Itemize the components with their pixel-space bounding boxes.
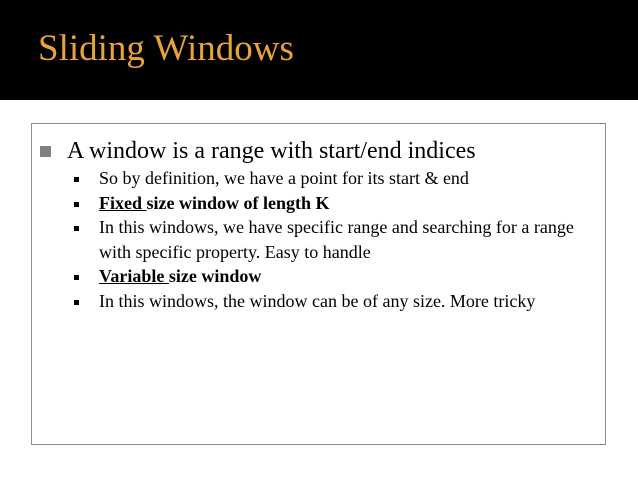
sub-bullet-item: [74, 264, 602, 289]
sub-bullet-text: In this windows, we have specific range and searching for a range with specific property. Easy to handle: [99, 217, 574, 262]
main-bullet-text: A window is a range with start/end indices: [67, 138, 476, 164]
sub-bullet-item: [74, 215, 602, 264]
square-bullet-icon: [74, 300, 79, 305]
square-bullet-icon: [74, 202, 79, 207]
sub-bullet-text: So by definition, we have a point for its start & end: [99, 168, 469, 188]
sub-bullet-text: size window: [168, 266, 262, 286]
square-bullet-icon: [74, 226, 79, 231]
sub-bullet-underlined-text: Fixed: [99, 192, 147, 213]
sub-bullet-item: [74, 166, 602, 191]
title-bar: [0, 0, 638, 100]
sub-bullet-text: size window of length K: [146, 192, 330, 213]
sub-bullet-item: [74, 289, 602, 314]
square-bullet-icon: [74, 177, 79, 182]
slide-title: Sliding Windows: [38, 28, 294, 69]
square-bullet-icon: [40, 146, 51, 157]
sub-bullet-underlined-text: Variable: [99, 266, 169, 286]
sub-bullet-text: In this windows, the window can be of any size. More tricky: [99, 290, 536, 311]
sub-bullet-list: [74, 166, 602, 313]
square-bullet-icon: [74, 275, 79, 280]
sub-bullet-item: [74, 191, 602, 216]
